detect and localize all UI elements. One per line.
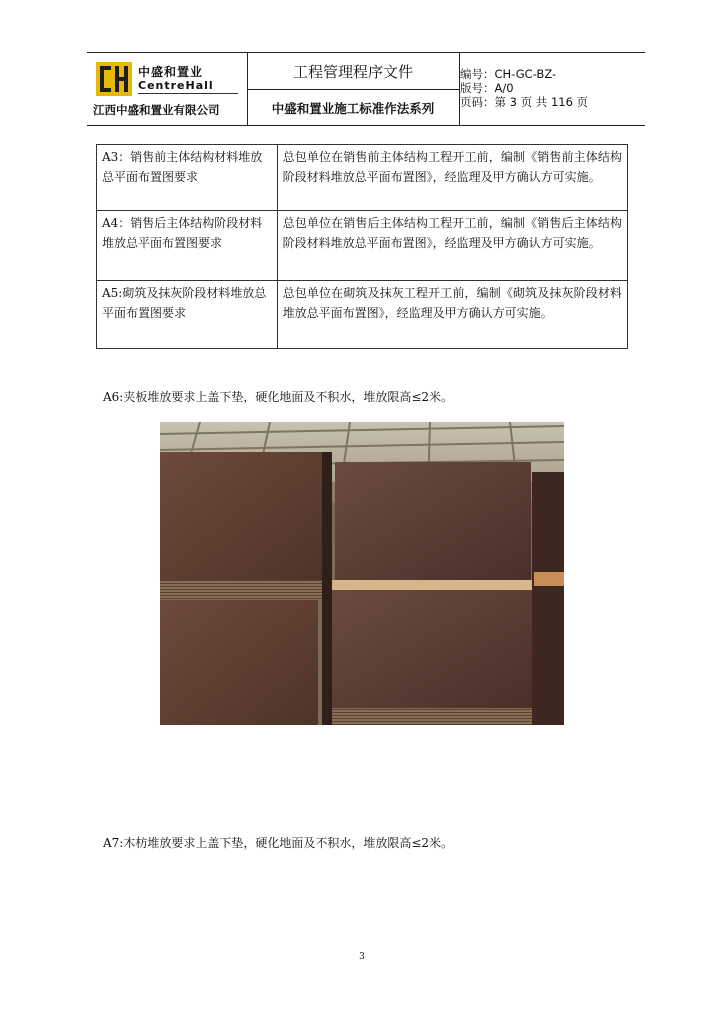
requirement-desc: 总包单位在销售后主体结构工程开工前，编制《销售后主体结构阶段材料堆放总平面布置图》，经监理及甲方确认方可实施。 xyxy=(277,211,627,281)
table-row xyxy=(97,281,628,349)
table-row xyxy=(97,211,628,281)
document-type: 工程管理程序文件 xyxy=(247,53,459,90)
requirement-item: A4：销售后主体结构阶段材料堆放总平面布置图要求 xyxy=(97,211,278,281)
requirement-desc: 总包单位在砌筑及抹灰工程开工前，编制《砌筑及抹灰阶段材料堆放总平面布置图》，经监理及甲方确认方可实施。 xyxy=(277,281,627,349)
page-number: 3 xyxy=(359,952,365,962)
logo-divider xyxy=(138,93,238,94)
a7-timber-requirement: A7:木枋堆放要求上盖下垫，硬化地面及不积水，堆放限高≤2米。 xyxy=(103,836,454,850)
plywood-stack-photo xyxy=(160,422,564,725)
document-series: 中盛和置业施工标准作法系列 xyxy=(271,100,435,116)
document-code: 编号：CH-GC-BZ- xyxy=(460,67,557,81)
logo-chinese-name: 中盛和置业 xyxy=(138,65,204,79)
requirement-desc: 总包单位在销售前主体结构工程开工前，编制《销售前主体结构阶段材料堆放总平面布置图》，经监理及甲方确认方可实施。 xyxy=(277,145,627,211)
logo-english-name: CentreHall xyxy=(138,79,214,92)
requirement-item: A3：销售前主体结构材料堆放总平面布置图要求 xyxy=(97,145,278,211)
a6-plywood-requirement: A6:夹板堆放要求上盖下垫，硬化地面及不积水，堆放限高≤2米。 xyxy=(103,390,454,404)
requirements-table xyxy=(96,144,628,349)
table-row xyxy=(97,145,628,211)
company-name: 江西中盛和置业有限公司 xyxy=(93,103,220,117)
page-info: 页码：第 3 页 共 116 页 xyxy=(460,95,589,109)
centrehall-logo-icon xyxy=(96,62,132,96)
document-info xyxy=(460,67,645,109)
document-header xyxy=(87,52,645,126)
document-version: 版号：A/0 xyxy=(460,81,514,95)
requirement-item: A5:砌筑及抹灰阶段材料堆放总平面布置图要求 xyxy=(97,281,278,349)
logo-cell xyxy=(87,53,248,125)
title-cell xyxy=(247,53,460,125)
